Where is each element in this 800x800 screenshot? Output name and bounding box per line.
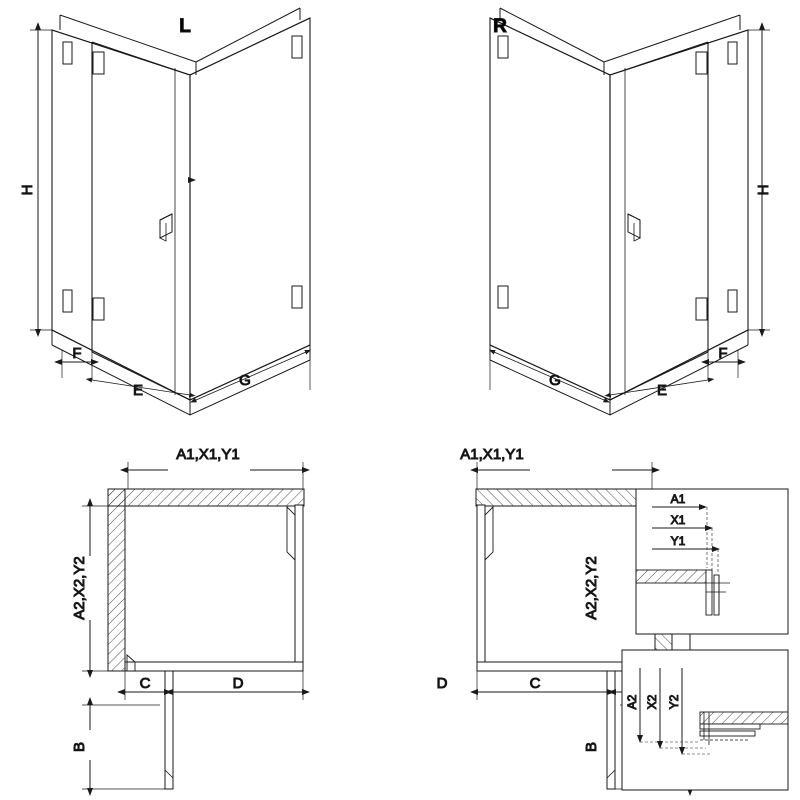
plan-right-dim-D: D	[436, 675, 448, 692]
plan-left-dim-B: B	[71, 741, 88, 753]
iso-left-dim-G: G	[239, 372, 251, 389]
detail-view-top	[636, 489, 788, 634]
iso-right-dim-F: F	[718, 345, 728, 362]
iso-view-left	[0, 8, 310, 415]
plan-left-dim-C: C	[139, 675, 151, 692]
iso-left-dim-E: E	[132, 382, 144, 399]
plan-right-dim-B: B	[583, 741, 600, 753]
iso-view-right	[490, 8, 770, 415]
iso-right-handing-label: R	[493, 16, 507, 37]
iso-right-dim-H: H	[755, 184, 772, 196]
detail-bottom-dim-Y2: Y2	[667, 694, 681, 710]
plan-right-dim-C: C	[529, 675, 541, 692]
plan-view-left	[71, 446, 304, 789]
plan-left-side-dim: A2,X2,Y2	[71, 556, 88, 620]
iso-right-dim-E: E	[656, 382, 668, 399]
detail-bottom-dim-A2: A2	[625, 694, 639, 710]
iso-left-handing-label: L	[179, 16, 191, 37]
iso-left-dim-H: H	[19, 184, 36, 196]
plan-left-dim-D: D	[232, 675, 244, 692]
detail-top-dim-A1: A1	[670, 492, 686, 506]
detail-view-bottom	[622, 650, 788, 790]
detail-bottom-dim-X2: X2	[645, 694, 659, 710]
iso-left-dim-F: F	[72, 345, 82, 362]
plan-right-top-dim: A1,X1,Y1	[460, 446, 524, 463]
detail-top-dim-X1: X1	[670, 513, 686, 527]
detail-top-dim-Y1: Y1	[670, 534, 686, 548]
plan-right-side-dim: A2,X2,Y2	[583, 556, 600, 620]
iso-right-dim-G: G	[549, 372, 561, 389]
plan-left-top-dim: A1,X1,Y1	[176, 446, 240, 463]
